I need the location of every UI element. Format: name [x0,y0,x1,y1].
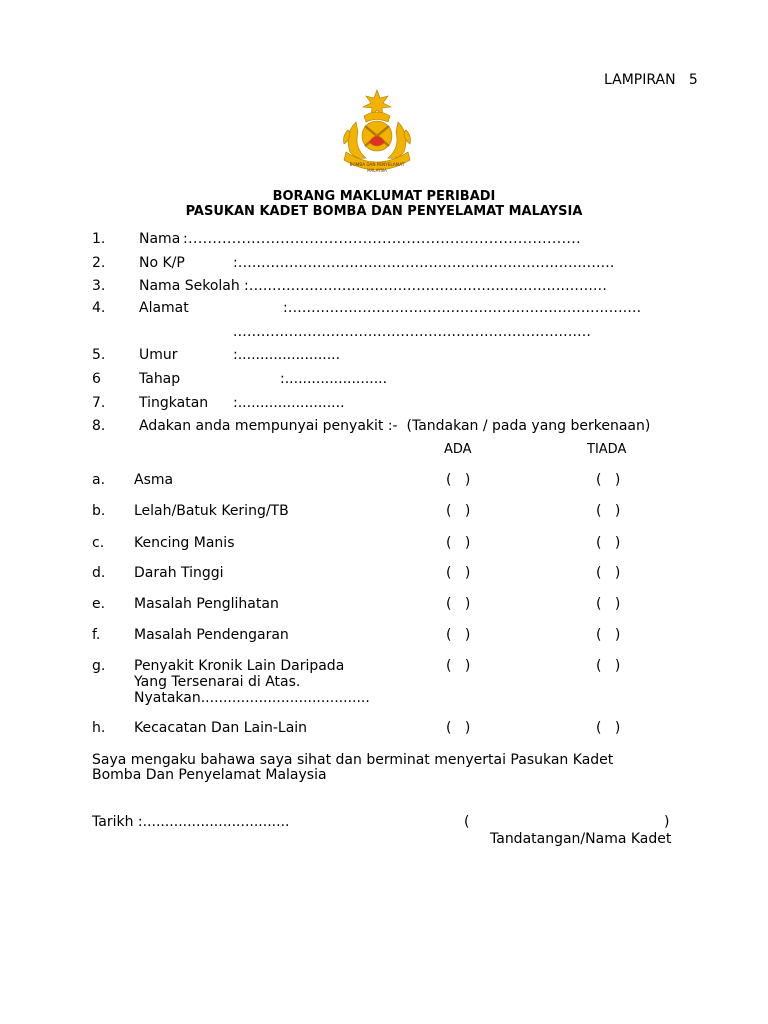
svg-text:BOMBA DAN PENYELAMAT: BOMBA DAN PENYELAMAT [349,162,405,167]
tarikh-field[interactable]: Tarikh :................................. [92,814,290,830]
lampiran-label: LAMPIRAN 5 [604,72,698,88]
field-label-umur: Umur [139,347,178,363]
signature-open-paren: ( [464,814,470,830]
disease-letter: d. [92,565,106,581]
field-number: 7. [92,395,106,411]
disease-letter: e. [92,596,106,612]
signature-close-paren: ) [664,814,670,830]
checkbox-ada-pendengaran[interactable]: ( ) [446,627,471,643]
column-header-tiada: TIADA [587,442,627,457]
declaration-line1: Saya mengaku bahawa saya sihat dan berminat menyertai Pasukan Kadet [92,752,614,768]
field-label-alamat: Alamat [139,300,189,316]
field-label-tahap: Tahap [139,371,181,387]
checkbox-ada-kronik[interactable]: ( ) [446,658,471,674]
disease-specify-input[interactable]: Nyatakan...................................... [134,690,370,706]
field-label-sekolah: Nama Sekolah [139,278,240,294]
disease-name: Masalah Pendengaran [134,627,289,643]
checkbox-tiada-pendengaran[interactable]: ( ) [596,627,621,643]
disease-name: Lelah/Batuk Kering/TB [134,503,289,519]
disease-letter: h. [92,720,106,736]
disease-name: Kencing Manis [134,535,235,551]
field-number: 1. [92,231,106,247]
disease-name: Penyakit Kronik Lain Daripada [134,658,345,674]
disease-name: Asma [134,472,174,488]
field-number: 3. [92,278,106,294]
checkbox-ada-lelah[interactable]: ( ) [446,503,471,519]
checkbox-ada-darah-tinggi[interactable]: ( ) [446,565,471,581]
bomba-crest-logo [336,86,418,178]
checkbox-tiada-darah-tinggi[interactable]: ( ) [596,565,621,581]
field-sekolah-input[interactable]: :............................................................................. [244,278,607,294]
disease-name-line2: Yang Tersenarai di Atas. [134,674,301,690]
disease-name: Darah Tinggi [134,565,224,581]
declaration-line2: Bomba Dan Penyelamat Malaysia [92,767,327,783]
disease-letter: a. [92,472,106,488]
disease-name: Masalah Penglihatan [134,596,279,612]
field-nama-input[interactable]: :................................................................................. [183,231,581,247]
signature-label: Tandatangan/Nama Kadet [490,831,672,847]
field-nokp-input[interactable]: :................................................................................. [233,255,615,271]
field-label-nama: Nama [139,231,181,247]
field-tingkatan-input[interactable]: :........................ [233,395,345,411]
field-number: 4. [92,300,106,316]
field-tahap-input[interactable]: :....................... [280,371,388,387]
disease-letter: b. [92,503,106,519]
checkbox-tiada-lelah[interactable]: ( ) [596,503,621,519]
form-title: BORANG MAKLUMAT PERIBADI [272,189,496,204]
field-label-tingkatan: Tingkatan [139,395,209,411]
checkbox-tiada-kronik[interactable]: ( ) [596,658,621,674]
field-alamat-input-line2[interactable]: ............................................................................. [233,324,592,340]
disease-letter: c. [92,535,105,551]
checkbox-ada-kecacatan[interactable]: ( ) [446,720,471,736]
field-label-nokp: No K/P [139,255,185,271]
checkbox-ada-kencing-manis[interactable]: ( ) [446,535,471,551]
disease-letter: g. [92,658,106,674]
svg-text:MALAYSIA: MALAYSIA [367,168,387,173]
field-number: 2. [92,255,106,271]
checkbox-tiada-kecacatan[interactable]: ( ) [596,720,621,736]
field-number: 6 [92,371,101,387]
question-number: 8. [92,418,106,434]
disease-letter: f. [92,627,101,643]
form-subtitle: PASUKAN KADET BOMBA DAN PENYELAMAT MALAYSIA [185,204,583,219]
field-alamat-input[interactable]: :............................................................................ [283,300,642,316]
question-text: Adakan anda mempunyai penyakit :- (Tandakan / pada yang berkenaan) [139,418,651,434]
checkbox-ada-asma[interactable]: ( ) [446,472,471,488]
checkbox-tiada-kencing-manis[interactable]: ( ) [596,535,621,551]
disease-name: Kecacatan Dan Lain-Lain [134,720,308,736]
field-number: 5. [92,347,106,363]
checkbox-ada-penglihatan[interactable]: ( ) [446,596,471,612]
column-header-ada: ADA [444,442,472,457]
checkbox-tiada-asma[interactable]: ( ) [596,472,621,488]
checkbox-tiada-penglihatan[interactable]: ( ) [596,596,621,612]
field-umur-input[interactable]: :....................... [233,347,341,363]
